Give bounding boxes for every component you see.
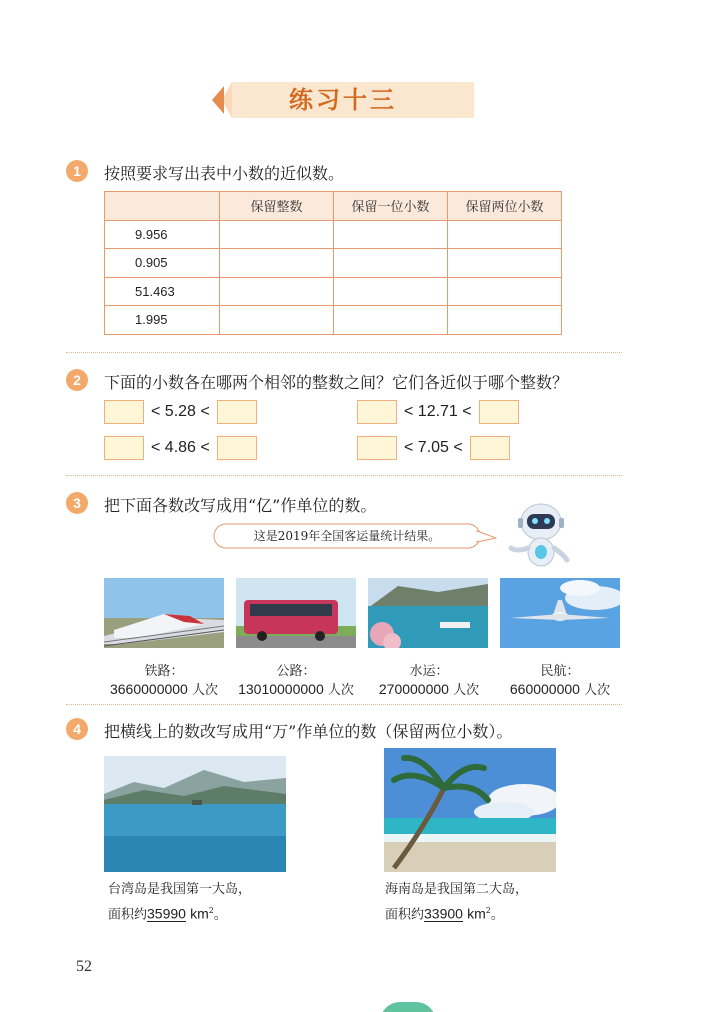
answer-cell[interactable]: [334, 249, 448, 278]
transport-caption: [490, 660, 630, 698]
island-caption-line: 台湾岛是我国第一大岛，: [108, 882, 252, 897]
table-header-cell: 保留两位小数: [448, 192, 562, 221]
question-4-text: 把横线上的数改写成用“万”作单位的数（保留两位小数）。: [104, 722, 513, 741]
decimal-cell: 1.995: [105, 306, 220, 335]
caption-unit: 人次: [453, 683, 480, 698]
area-prefix: 面积约: [385, 907, 425, 923]
answer-cell[interactable]: [448, 249, 562, 278]
question-badge-3: 3: [66, 492, 88, 514]
robot-icon: [505, 500, 577, 572]
caption-unit: 人次: [584, 683, 611, 698]
answer-box[interactable]: [104, 436, 144, 460]
inequality-row: [104, 436, 257, 460]
page-title: 练习十三: [289, 85, 397, 114]
answer-cell[interactable]: [334, 220, 448, 249]
table-row: [105, 306, 562, 335]
island-caption-line: 海南岛是我国第二大岛，: [385, 882, 529, 897]
question-badge-1: 1: [66, 160, 88, 182]
taiwan-caption: [108, 879, 251, 925]
area-prefix: 面积约: [108, 907, 148, 923]
inequality-row: [357, 436, 510, 460]
answer-cell[interactable]: [220, 249, 334, 278]
caption-value: 660000000: [509, 681, 580, 697]
answer-cell[interactable]: [220, 220, 334, 249]
transport-caption: [212, 660, 380, 698]
question-badge-2: 2: [66, 369, 88, 391]
decimal-cell: 9.956: [105, 220, 220, 249]
question-badge-4: 4: [66, 718, 88, 740]
area-unit-superscript: 2: [485, 906, 491, 915]
caption-value: 3660000000: [109, 681, 188, 697]
page-number: 52: [76, 958, 92, 975]
decorative-arc: [380, 1002, 436, 1012]
caption-label: 民航：: [540, 664, 580, 679]
title-banner: [212, 78, 474, 122]
answer-box[interactable]: [357, 400, 397, 424]
area-suffix: 。: [213, 907, 227, 923]
answer-cell[interactable]: [448, 220, 562, 249]
answer-cell[interactable]: [334, 277, 448, 306]
train-photo: [104, 578, 224, 648]
hainan-caption: [385, 879, 528, 925]
taiwan-island-photo: [104, 756, 286, 872]
answer-box[interactable]: [357, 436, 397, 460]
table-row: [105, 277, 562, 306]
caption-label: 公路：: [276, 664, 316, 679]
answer-box[interactable]: [470, 436, 510, 460]
answer-cell[interactable]: [220, 306, 334, 335]
airplane-photo: [500, 578, 620, 648]
answer-box[interactable]: [479, 400, 519, 424]
question-1-text: 按照要求写出表中小数的近似数。: [104, 164, 345, 183]
answer-cell[interactable]: [220, 277, 334, 306]
table-row: [105, 220, 562, 249]
area-value-underlined: 35990: [147, 905, 186, 922]
area-value-underlined: 33900: [424, 905, 463, 922]
inequality-text: < 7.05 <: [404, 439, 463, 456]
section-divider: [66, 352, 622, 353]
table-row: [105, 249, 562, 278]
bus-photo: [236, 578, 356, 648]
speech-bubble: [213, 523, 497, 549]
question-3-text: 把下面各数改写成用“亿”作单位的数。: [104, 496, 377, 515]
approximation-table: [104, 191, 562, 335]
caption-unit: 人次: [327, 683, 354, 698]
caption-label: 水运：: [409, 664, 449, 679]
question-2-text: 下面的小数各在哪两个相邻的整数之间？它们各近似于哪个整数？: [104, 373, 569, 392]
decimal-cell: 0.905: [105, 249, 220, 278]
answer-cell[interactable]: [334, 306, 448, 335]
decimal-cell: 51.463: [105, 277, 220, 306]
hainan-island-photo: [384, 748, 556, 872]
caption-label: 铁路：: [144, 664, 184, 679]
section-divider: [66, 475, 622, 476]
inequality-text: < 5.28 <: [151, 403, 210, 420]
inequality-row: [357, 400, 519, 424]
area-unit: km: [467, 905, 486, 922]
table-header-cell: [105, 192, 220, 221]
area-suffix: 。: [490, 907, 504, 923]
table-header-row: [105, 192, 562, 221]
caption-value: 270000000: [378, 681, 449, 697]
caption-unit: 人次: [192, 683, 219, 698]
caption-value: 13010000000: [238, 681, 324, 697]
answer-box[interactable]: [217, 400, 257, 424]
ship-photo: [368, 578, 488, 648]
inequality-text: < 12.71 <: [404, 403, 472, 420]
inequality-row: [104, 400, 257, 424]
bubble-text: 这是2019年全国客运量统计结果。: [253, 529, 441, 543]
inequality-text: < 4.86 <: [151, 439, 210, 456]
answer-box[interactable]: [104, 400, 144, 424]
answer-cell[interactable]: [448, 277, 562, 306]
section-divider: [66, 704, 622, 705]
area-unit: km: [190, 905, 209, 922]
area-unit-superscript: 2: [208, 906, 214, 915]
answer-box[interactable]: [217, 436, 257, 460]
table-header-cell: 保留整数: [220, 192, 334, 221]
transport-caption: [360, 660, 498, 698]
answer-cell[interactable]: [448, 306, 562, 335]
table-header-cell: 保留一位小数: [334, 192, 448, 221]
